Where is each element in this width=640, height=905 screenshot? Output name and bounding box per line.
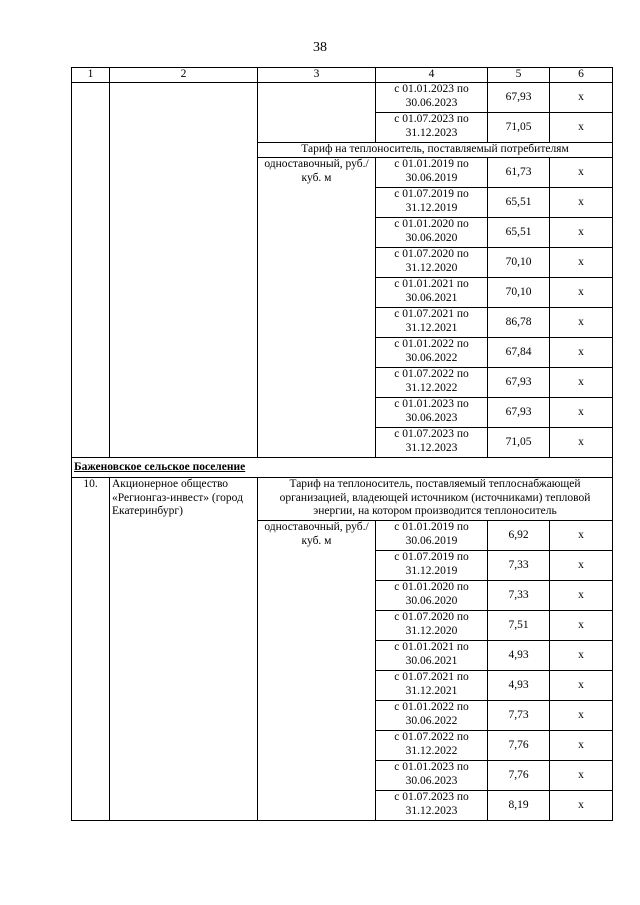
- value-cell: 71,05: [488, 428, 550, 458]
- mark-cell: х: [550, 761, 613, 791]
- column-header: 6: [550, 68, 613, 83]
- section-row: [72, 458, 613, 478]
- unit-cell: одноставочный, руб./куб. м: [258, 521, 376, 821]
- mark-cell: х: [550, 308, 613, 338]
- period-cell: с 01.01.2020 по 30.06.2020: [376, 218, 488, 248]
- organization-cell: [110, 83, 258, 458]
- period-cell: с 01.07.2020 по 31.12.2020: [376, 611, 488, 641]
- period-cell: с 01.07.2019 по 31.12.2019: [376, 551, 488, 581]
- mark-cell: х: [550, 671, 613, 701]
- value-cell: 70,10: [488, 278, 550, 308]
- organization-cell: Акционерное общество «Регионгаз-инвест» (город Екатеринбург): [110, 478, 258, 821]
- mark-cell: х: [550, 338, 613, 368]
- column-header: 5: [488, 68, 550, 83]
- mark-cell: х: [550, 641, 613, 671]
- period-cell: с 01.07.2021 по 31.12.2021: [376, 308, 488, 338]
- mark-cell: х: [550, 551, 613, 581]
- mark-cell: х: [550, 83, 613, 113]
- period-cell: с 01.01.2020 по 30.06.2020: [376, 581, 488, 611]
- column-header-row: [72, 68, 613, 83]
- value-cell: 71,05: [488, 113, 550, 143]
- mark-cell: х: [550, 248, 613, 278]
- value-cell: 67,93: [488, 398, 550, 428]
- period-cell: с 01.01.2019 по 30.06.2019: [376, 521, 488, 551]
- value-cell: 7,33: [488, 551, 550, 581]
- period-cell: с 01.01.2023 по 30.06.2023: [376, 761, 488, 791]
- value-cell: 7,33: [488, 581, 550, 611]
- period-cell: с 01.01.2021 по 30.06.2021: [376, 641, 488, 671]
- tariff-table: [71, 67, 613, 821]
- value-cell: 7,73: [488, 701, 550, 731]
- period-cell: с 01.07.2023 по 31.12.2023: [376, 113, 488, 143]
- tariff-title: Тариф на теплоноситель, поставляемый потребителям: [258, 143, 613, 158]
- unit-cell: одноставочный, руб./куб. м: [258, 158, 376, 458]
- mark-cell: х: [550, 701, 613, 731]
- mark-cell: х: [550, 278, 613, 308]
- unit-cell: [258, 83, 376, 143]
- mark-cell: х: [550, 188, 613, 218]
- value-cell: 70,10: [488, 248, 550, 278]
- period-cell: с 01.07.2020 по 31.12.2020: [376, 248, 488, 278]
- mark-cell: х: [550, 611, 613, 641]
- value-cell: 86,78: [488, 308, 550, 338]
- mark-cell: х: [550, 218, 613, 248]
- value-cell: 4,93: [488, 641, 550, 671]
- value-cell: 65,51: [488, 188, 550, 218]
- value-cell: 7,76: [488, 731, 550, 761]
- column-header: 3: [258, 68, 376, 83]
- value-cell: 67,93: [488, 368, 550, 398]
- period-cell: с 01.07.2021 по 31.12.2021: [376, 671, 488, 701]
- value-cell: 67,93: [488, 83, 550, 113]
- value-cell: 7,51: [488, 611, 550, 641]
- mark-cell: х: [550, 368, 613, 398]
- table-row: [72, 83, 613, 113]
- period-cell: с 01.01.2023 по 30.06.2023: [376, 398, 488, 428]
- period-cell: с 01.01.2023 по 30.06.2023: [376, 83, 488, 113]
- mark-cell: х: [550, 158, 613, 188]
- value-cell: 7,76: [488, 761, 550, 791]
- mark-cell: х: [550, 113, 613, 143]
- value-cell: 4,93: [488, 671, 550, 701]
- period-cell: с 01.07.2022 по 31.12.2022: [376, 731, 488, 761]
- tariff-title: Тариф на теплоноситель, поставляемый теплоснабжающей организацией, владеющей источником (источниками) тепловой энергии, на котором производится теплоноситель: [258, 478, 613, 521]
- period-cell: с 01.07.2023 по 31.12.2023: [376, 428, 488, 458]
- period-cell: с 01.01.2022 по 30.06.2022: [376, 701, 488, 731]
- period-cell: с 01.01.2022 по 30.06.2022: [376, 338, 488, 368]
- mark-cell: х: [550, 731, 613, 761]
- value-cell: 67,84: [488, 338, 550, 368]
- value-cell: 61,73: [488, 158, 550, 188]
- row-number-cell: 10.: [72, 478, 110, 821]
- period-cell: с 01.01.2019 по 30.06.2019: [376, 158, 488, 188]
- mark-cell: х: [550, 791, 613, 821]
- tariff-title-row: [72, 478, 613, 521]
- mark-cell: х: [550, 398, 613, 428]
- value-cell: 6,92: [488, 521, 550, 551]
- column-header: 2: [110, 68, 258, 83]
- mark-cell: х: [550, 428, 613, 458]
- column-header: 4: [376, 68, 488, 83]
- column-header: 1: [72, 68, 110, 83]
- row-number-cell: [72, 83, 110, 458]
- section-title: Баженовское сельское поселение: [72, 458, 613, 478]
- value-cell: 65,51: [488, 218, 550, 248]
- page-number: 38: [313, 40, 327, 55]
- period-cell: с 01.01.2021 по 30.06.2021: [376, 278, 488, 308]
- period-cell: с 01.07.2019 по 31.12.2019: [376, 188, 488, 218]
- mark-cell: х: [550, 581, 613, 611]
- period-cell: с 01.07.2023 по 31.12.2023: [376, 791, 488, 821]
- value-cell: 8,19: [488, 791, 550, 821]
- mark-cell: х: [550, 521, 613, 551]
- period-cell: с 01.07.2022 по 31.12.2022: [376, 368, 488, 398]
